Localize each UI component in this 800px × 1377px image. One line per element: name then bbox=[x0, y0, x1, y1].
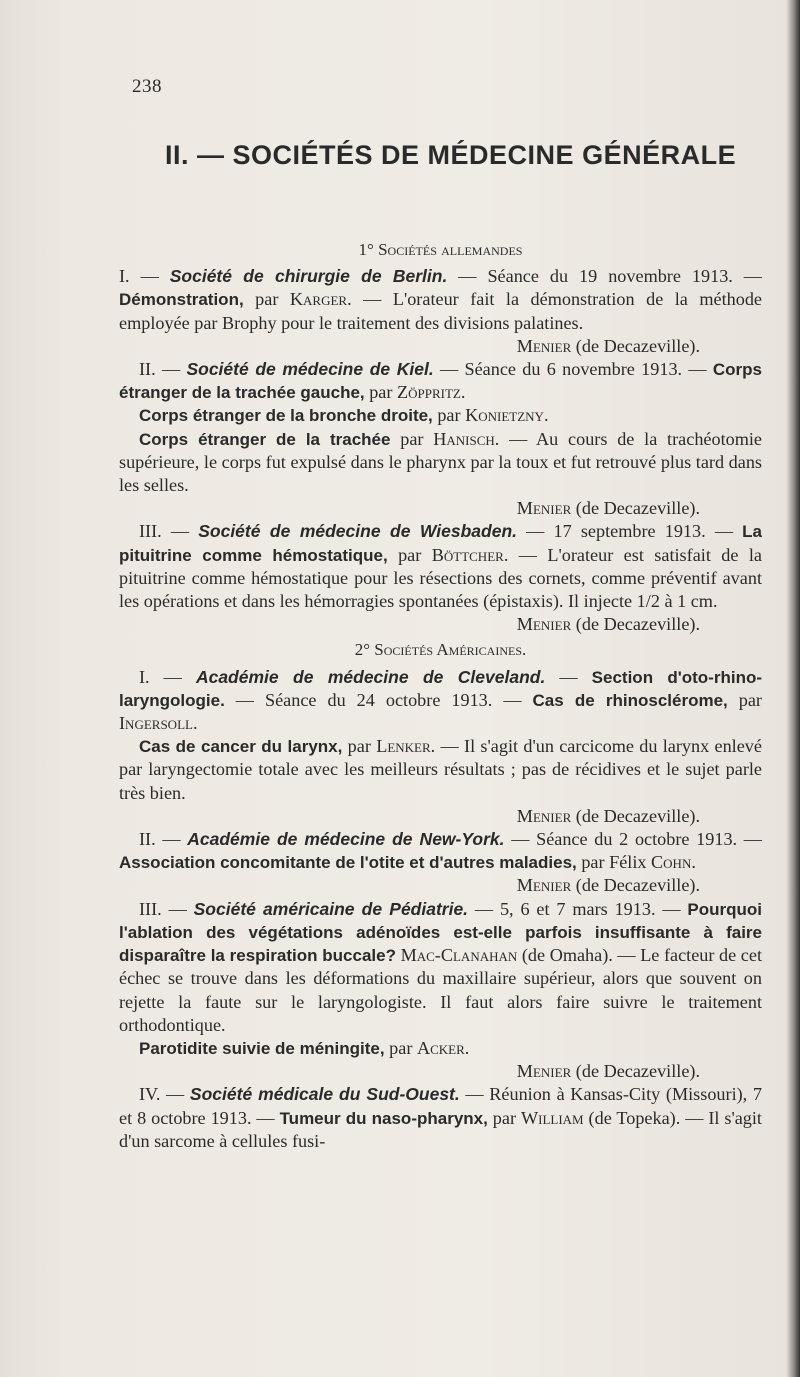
signature: Menier (de Decazeville). bbox=[516, 805, 700, 826]
section-heading-american: 2° Sociétés Américaines. bbox=[354, 640, 527, 660]
section-heading-german: 1° Sociétés allemandes bbox=[358, 240, 523, 259]
entry-kiel-line3: Corps étranger de la trachée par Hanisch. — Au cours de la trachéotomie supérieure, le corps fut expulsé dans le pharynx par la toux et fut retrouvé plus tard dans les selles. bbox=[119, 428, 762, 496]
entry-cleveland: I. — Académie de médecine de Cleveland. — Section d'oto-rhino-laryngologie. — Séance du 24 octobre 1913. — Cas de rhinosclérome, par Ingersoll. bbox=[119, 666, 762, 734]
entry-cleveland-line2: Cas de cancer du larynx, par Lenker. — Il s'agit d'un carcicome du larynx enlevé par laryngectomie totale avec les meilleurs résultats ; pas de récidives et le sujet parle très bien. bbox=[119, 736, 762, 803]
entry-kiel-line2: Corps étranger de la bronche droite, par Konietzny. bbox=[139, 405, 549, 426]
entry-kiel: II. — Société de médecine de Kiel. — Séance du 6 novembre 1913. — Corps étranger de la trachée gauche, par Zöppritz. bbox=[119, 359, 762, 403]
entry-wiesbaden: III. — Société de médecine de Wiesbaden. — 17 septembre 1913. — La pituitrine comme hémostatique, par Böttcher. — L'orateur est satisfait de la pituitrine comme hémostatique pour les résections des cornets, comme préventif avant les opérations et dans les hémorragies spontanées (épistaxis). Il injecte 1/2 à 1 cm. bbox=[119, 521, 762, 612]
signature: Menier (de Decazeville). bbox=[516, 1061, 700, 1082]
entry-new-york: II. — Académie de médecine de New-York. — Séance du 2 octobre 1913. — Association concomitante de l'otite et d'autres maladies, par Félix Cohn. bbox=[119, 829, 762, 873]
entry-berlin: I. — Société de chirurgie de Berlin. — Séance du 19 novembre 1913. — Démonstration, par Karger. — L'orateur fait la démonstration de la méthode employée par Brophy pour le traitement des divisions palatines. bbox=[119, 266, 762, 333]
signature: Menier (de Decazeville). bbox=[516, 335, 700, 356]
entry-sud-ouest: IV. — Société médicale du Sud-Ouest. — Réunion à Kansas-City (Missouri), 7 et 8 octobre 1913. — Tumeur du naso-pharynx, par William (de Topeka). — Il s'agit d'un sarcome à cellules fusi- bbox=[119, 1084, 762, 1151]
signature: Menier (de Decazeville). bbox=[516, 498, 700, 519]
entry-pediatrie-line2: Parotidite suivie de méningite, par Acker. bbox=[139, 1037, 470, 1058]
chapter-title: II. — SOCIÉTÉS DE MÉDECINE GÉNÉRALE bbox=[165, 140, 737, 170]
page-number: 238 bbox=[132, 76, 162, 97]
page-edge-shadow bbox=[786, 0, 800, 1377]
entry-pediatrie: III. — Société américaine de Pédiatrie. — 5, 6 et 7 mars 1913. — Pourquoi l'ablation des végétations adénoïdes est-elle parfois insuffisante à faire disparaître la respiration buccale? Mac-Clanahan (de Omaha). — Le facteur de cet échec se trouve dans les déformations du maxillaire supérieur, alors que souvent on rejette la faute sur le laryngologiste. Il faut alors faire suivre le traitement orthodontique. bbox=[119, 898, 763, 1035]
signature: Menier (de Decazeville). bbox=[516, 875, 700, 896]
signature: Menier (de Decazeville). bbox=[516, 614, 700, 635]
body-text bbox=[119, 236, 762, 1153]
